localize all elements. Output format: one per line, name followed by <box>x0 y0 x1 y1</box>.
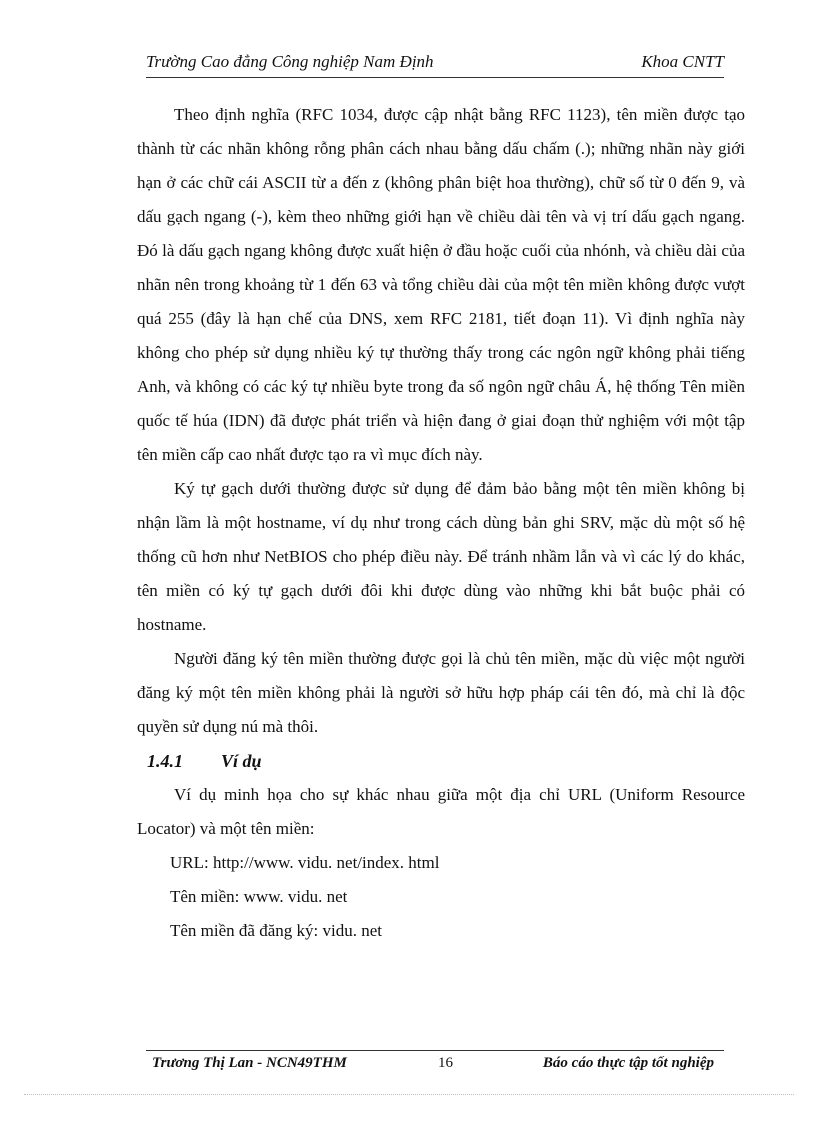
example-url-line: URL: http://www. vidu. net/index. html <box>170 853 440 872</box>
footer-author: Trương Thị Lan - NCN49THM <box>152 1055 347 1071</box>
example-domain-line: Tên miền: www. vidu. net <box>170 887 348 906</box>
header-divider <box>146 77 724 78</box>
example-intro: Ví dụ minh họa cho sự khác nhau giữa một địa chỉ URL (Uniform Resource Locator) và một tên miền: <box>137 785 745 838</box>
header-school: Trường Cao đẳng Công nghiệp Nam Định <box>146 52 434 71</box>
example-registered-line: Tên miền đã đăng ký: vidu. net <box>170 921 382 940</box>
paragraph-underscore: Ký tự gạch dưới thường được sử dụng để đảm bảo bằng một tên miền không bị nhận lầm là một hostname, ví dụ như trong cách dùng bản ghi SRV, mặc dù một số hệ thống cũ hơn như NetBIOS cho phép điều này. Để tránh nhầm lẫn và vì các lý do khác, tên miền có ký tự gạch dưới đôi khi được dùng vào những khi bắt buộc phải có hostname. <box>137 479 745 634</box>
document-body <box>137 98 745 948</box>
page-footer <box>146 1052 724 1076</box>
footer-report-title: Báo cáo thực tập tốt nghiệp <box>542 1055 714 1071</box>
section-title: Ví dụ <box>221 751 262 771</box>
section-number: 1.4.1 <box>147 751 183 771</box>
footer-divider <box>146 1050 724 1051</box>
paragraph-domain-definition: Theo định nghĩa (RFC 1034, được cập nhật bằng RFC 1123), tên miền được tạo thành từ các nhãn không rỗng phân cách nhau bằng dấu chấm (.); những nhãn này giới hạn ở các chữ cái ASCII từ a đến z (không phân biệt hoa thường), chữ số từ 0 đến 9, và dấu gạch ngang (-), kèm theo những giới hạn về chiều dài tên và vị trí dấu gạch ngang. Đó là dấu gạch ngang không được xuất hiện ở đầu hoặc cuối của nhónh, và chiều dài của nhãn nên trong khoảng từ 1 đến 63 và tổng chiều dài của một tên miền không được vượt quá 255 (đây là hạn chế của DNS, xem RFC 2181, tiết đoạn 11). Vì định nghĩa này không cho phép sử dụng nhiều ký tự thường thấy trong các ngôn ngữ không phải tiếng Anh, và không có các ký tự nhiều byte trong đa số ngôn ngữ châu Á, hệ thống Tên miền quốc tế húa (IDN) đã được phát triển và hiện đang ở giai đoạn thử nghiệm với một tập tên miền cấp cao nhất được tạo ra vì mục đích này. <box>137 105 745 464</box>
header-department: Khoa CNTT <box>641 52 724 71</box>
page-header <box>146 50 724 74</box>
section-heading <box>147 744 745 778</box>
page-number: 16 <box>438 1055 453 1071</box>
page-edge-divider <box>24 1094 794 1095</box>
paragraph-registrant: Người đăng ký tên miền thường được gọi là chủ tên miền, mặc dù việc một người đăng ký một tên miền không phải là người sở hữu hợp pháp cái tên đó, mà chỉ là độc quyền sử dụng nú mà thôi. <box>137 649 745 736</box>
